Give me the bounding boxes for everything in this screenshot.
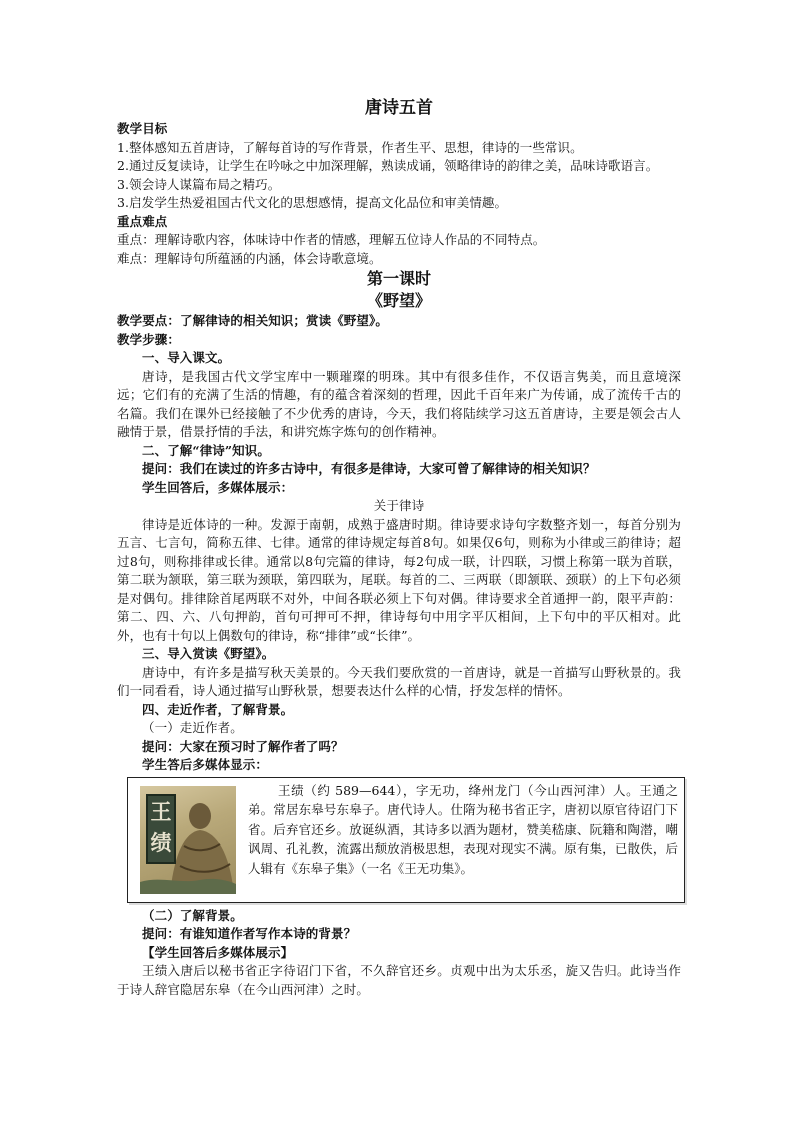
step2-question: 提问：我们在读过的许多古诗中，有很多是律诗，大家可曾了解律诗的相关知识？ (142, 461, 596, 476)
about-lvshi-text: 律诗是近体诗的一种。发源于南朝，成熟于盛唐时期。律诗要求诗句字数整齐划一，每首分别为五言、七言句，简称五律、七律。通常的律诗规定每首8句。如果仅6句，则称为小律或三韵律诗；超过8句，则称排律或长律。通常以8句完篇的律诗，每2句成一联，计四联，习惯上称第一联为首联，第二联为颔联，第三联为颈联，第四联为，尾联。每首的二、三两联（即颔联、颈联）的上下句必须是对偶句。排律除首尾两联不对外，中间各联必须上下句对偶。律诗要求全首通押一韵，限平声韵：第二、四、六、八句押韵，首句可押可不押，律诗每句中用字平仄相间，上下句中的平仄相对。此外，也有十句以上偶数句的律诗，称“排律”或“长律”。 (117, 516, 681, 643)
steps-heading: 教学步骤： (117, 331, 181, 347)
teaching-key: 教学要点：了解律诗的相关知识；赏读《野望》。 (117, 313, 388, 328)
objective-item: 3.领会诗人谋篇布局之精巧。 (117, 176, 281, 192)
step4-question2: 提问：有谁知道作者写作本诗的背景？ (142, 926, 357, 941)
lesson-title: 第一课时 (366, 269, 431, 288)
poem-title: 《野望》 (366, 291, 431, 310)
key-point: 重点：理解诗歌内容，体味诗中作者的情感，理解五位诗人作品的不同特点。 (117, 232, 546, 247)
author-info-box (127, 777, 685, 903)
step4-answer2: 【学生回答后多媒体展示】 (142, 944, 294, 960)
difficulty: 难点：理解诗句所蕴涵的内涵，体会诗歌意境。 (117, 250, 382, 266)
step3-heading: 三、导入赏读《野望》。 (142, 646, 275, 661)
document-title: 唐诗五首 (365, 98, 433, 118)
author-portrait (140, 786, 236, 894)
step4-heading: 四、走近作者，了解背景。 (142, 701, 294, 717)
objective-item: 3.启发学生热爱祖国古代文化的思想感情，提高文化品位和审美情趣。 (117, 195, 508, 210)
document-content (117, 96, 681, 999)
step4-sub2: （二）了解背景。 (142, 907, 243, 923)
about-lvshi-title: 关于律诗 (373, 498, 425, 513)
author-name-label: 王绩 (146, 794, 176, 864)
step2-heading: 二、了解“律诗”知识。 (142, 442, 270, 458)
step4-sub1: （一）走近作者。 (142, 720, 243, 735)
step4-answer1: 学生答后多媒体显示： (142, 757, 269, 772)
background-text: 王绩入唐后以秘书省正字待诏门下省，不久辞官还乡。贞观中出为太乐丞，旋又告归。此诗当作于诗人辞官隐居东皋（在今山西河津）之时。 (117, 963, 681, 997)
step3-text: 唐诗中，有许多是描写秋天美景的。今天我们要欣赏的一首唐诗，就是一首描写山野秋景的。我们一同看看，诗人通过描写山野秋景，想要表达什么样的心情，抒发怎样的情怀。 (117, 664, 681, 698)
step2-answer: 学生回答后，多媒体展示： (142, 479, 294, 495)
objectives-heading: 教学目标 (117, 121, 168, 136)
objective-item: 2.通过反复读诗，让学生在吟咏之中加深理解，熟读成诵，领略律诗的韵律之美，品味诗歌语言。 (117, 158, 659, 173)
step4-question1: 提问：大家在预习时了解作者了吗？ (142, 738, 344, 754)
author-bio: 王绩（约 589—644），字无功，绛州龙门（今山西河津）人。王通之弟。常居东皋号东皋子。唐代诗人。仕隋为秘书省正字，唐初以原官待诏门下省。后弃官还乡。放诞纵酒，其诗多以酒为题材，赞美嵇康、阮籍和陶潜，嘲讽周、孔礼教，流露出颓放消极思想，表现对现实不满。原有集，已散佚，后人辑有《东皋子集》（一名《王无功集》。 (248, 782, 678, 876)
keypoints-heading: 重点难点 (117, 213, 168, 229)
step1-text: 唐诗，是我国古代文学宝库中一颗璀璨的明珠。其中有很多佳作，不仅语言隽美，而且意境深远；它们有的充满了生活的情趣，有的蕴含着深刻的哲理，因此千百年来广为传诵，成了流传千古的名篇。我们在课外已经接触了不少优秀的唐诗，今天，我们将陆续学习这五首唐诗，主要是领会古人融情于景，借景抒情的手法，和讲究炼字炼句的创作精神。 (117, 368, 681, 439)
objective-item: 1.整体感知五首唐诗，了解每首诗的写作背景，作者生平、思想，律诗的一些常识。 (117, 139, 583, 155)
step1-heading: 一、导入课文。 (142, 350, 231, 365)
